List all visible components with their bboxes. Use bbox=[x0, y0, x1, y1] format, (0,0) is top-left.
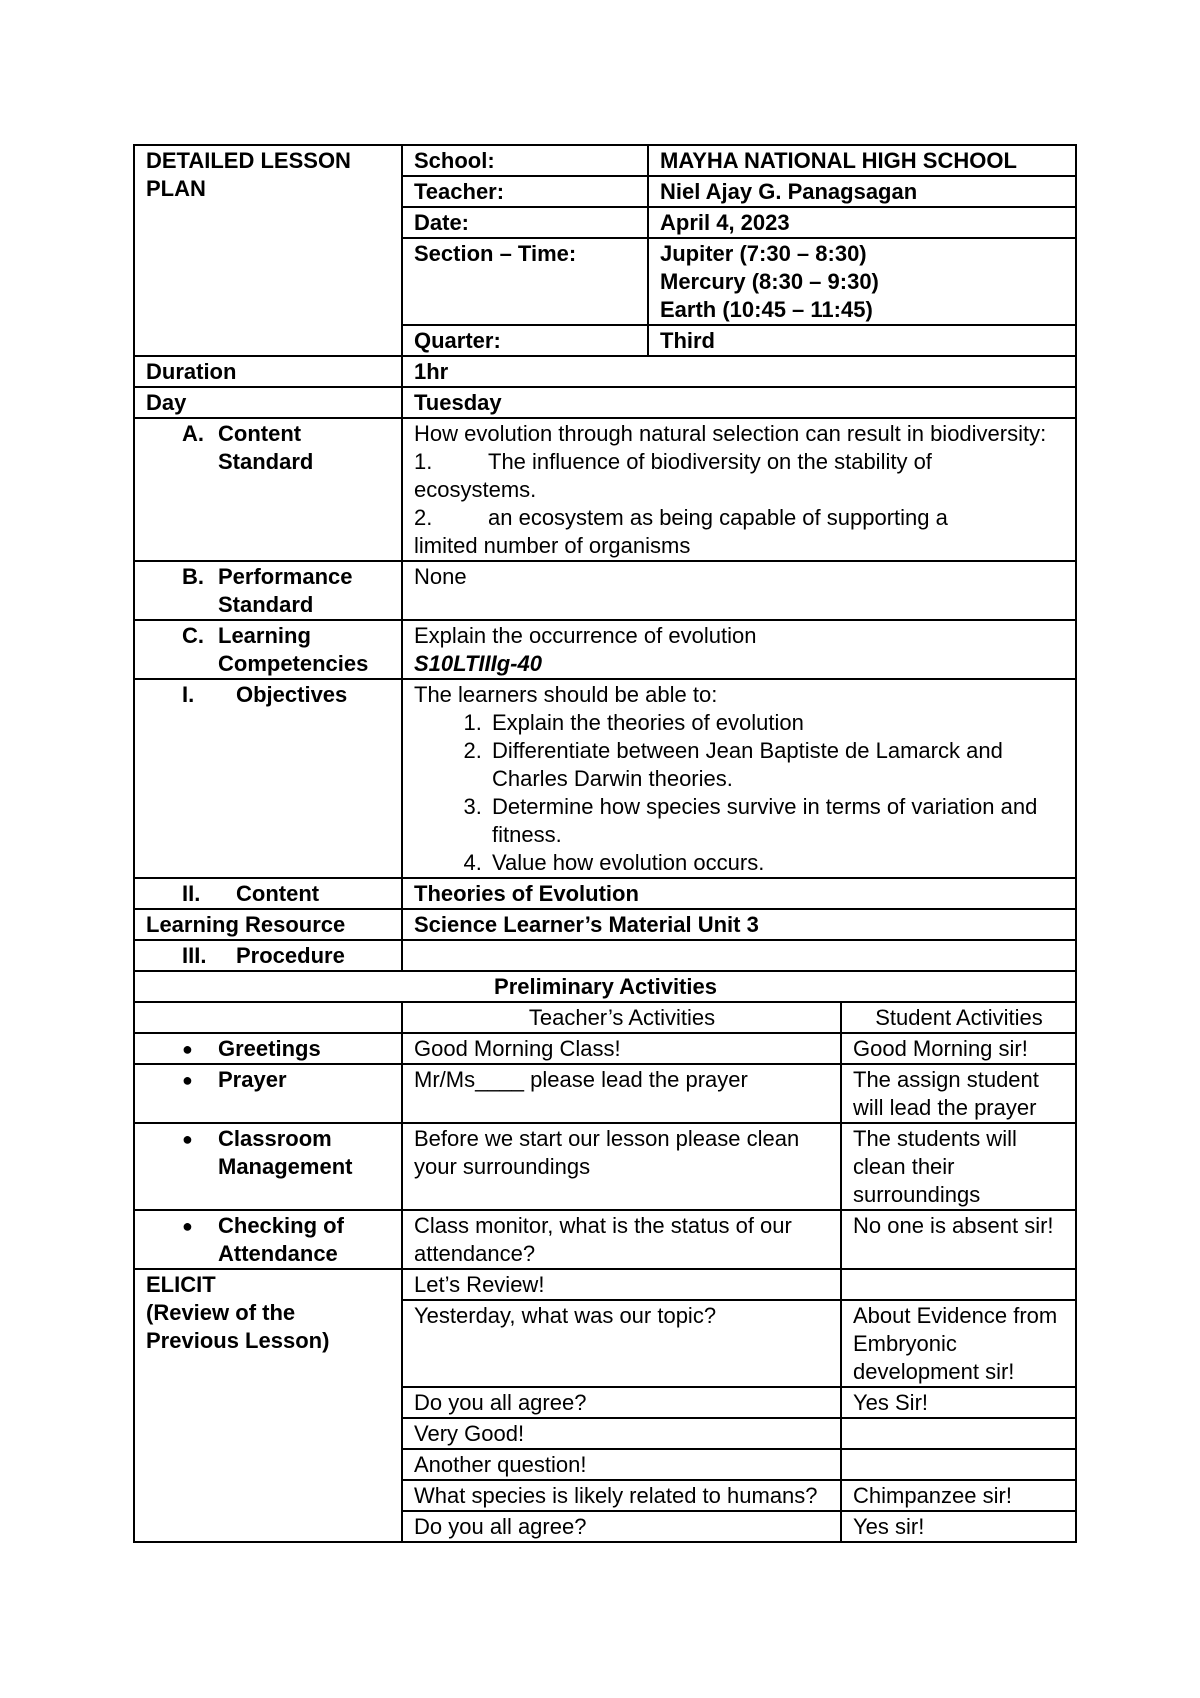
objectives-list bbox=[414, 709, 1065, 877]
bullet-icon: ● bbox=[182, 1129, 193, 1149]
date-label: Date: bbox=[402, 207, 648, 238]
list-item: 1. Explain the theories of evolution bbox=[488, 709, 1065, 737]
elicit-label: ELICIT (Review of the Previous Lesson) bbox=[134, 1269, 402, 1542]
greetings-student: Good Morning sir! bbox=[841, 1033, 1076, 1064]
elicit-teacher: Let’s Review! bbox=[402, 1269, 841, 1300]
procedure-value bbox=[402, 940, 1076, 971]
lesson-plan-document bbox=[133, 144, 1075, 1543]
elicit-student bbox=[841, 1449, 1076, 1480]
list-item: 4. Value how evolution occurs. bbox=[488, 849, 1065, 877]
day-value: Tuesday bbox=[402, 387, 1076, 418]
content-standard-value: How evolution through natural selection can result in biodiversity: 1. The influence of biodiversity on the stability of ecosystems. 2. an ecosystem as being capable of supporting a limited number of organisms bbox=[402, 418, 1076, 561]
teacher-value: Niel Ajay G. Panagsagan bbox=[648, 176, 1076, 207]
section-time-label: Section – Time: bbox=[402, 238, 648, 325]
greetings-label: ● Greetings bbox=[134, 1033, 402, 1064]
learning-resource-value: Science Learner’s Material Unit 3 bbox=[402, 909, 1076, 940]
table-row bbox=[134, 1033, 1076, 1064]
competency-code: S10LTIIIg-40 bbox=[414, 651, 542, 676]
elicit-teacher: Yesterday, what was our topic? bbox=[402, 1300, 841, 1387]
bullet-icon: ● bbox=[182, 1039, 193, 1059]
preliminary-activities-title: Preliminary Activities bbox=[134, 971, 1076, 1002]
checking-attendance-label: ● Checking of Attendance bbox=[134, 1210, 402, 1269]
day-label: Day bbox=[134, 387, 402, 418]
elicit-teacher: Do you all agree? bbox=[402, 1511, 841, 1542]
duration-label: Duration bbox=[134, 356, 402, 387]
elicit-student: Yes Sir! bbox=[841, 1387, 1076, 1418]
document-title: DETAILED LESSON PLAN bbox=[134, 145, 402, 356]
procedure-label: III. Procedure bbox=[134, 940, 402, 971]
content-label: II. Content bbox=[134, 878, 402, 909]
prayer-student: The assign student will lead the prayer bbox=[841, 1064, 1076, 1123]
bullet-icon: ● bbox=[182, 1070, 193, 1090]
teacher-label: Teacher: bbox=[402, 176, 648, 207]
learning-competencies-label: C. Learning Competencies bbox=[134, 620, 402, 679]
learning-competencies-value: Explain the occurrence of evolution S10LTIIIg-40 bbox=[402, 620, 1076, 679]
classroom-management-label: ● Classroom Management bbox=[134, 1123, 402, 1210]
prayer-label: ● Prayer bbox=[134, 1064, 402, 1123]
student-activities-header: Student Activities bbox=[841, 1002, 1076, 1033]
table-row bbox=[134, 1210, 1076, 1269]
quarter-label: Quarter: bbox=[402, 325, 648, 356]
date-value: April 4, 2023 bbox=[648, 207, 1076, 238]
table-row bbox=[134, 1269, 1076, 1300]
classroom-management-teacher: Before we start our lesson please clean your surroundings bbox=[402, 1123, 841, 1210]
elicit-student: Chimpanzee sir! bbox=[841, 1480, 1076, 1511]
bullet-icon: ● bbox=[182, 1216, 193, 1236]
checking-attendance-teacher: Class monitor, what is the status of our attendance? bbox=[402, 1210, 841, 1269]
elicit-teacher: Very Good! bbox=[402, 1418, 841, 1449]
quarter-value: Third bbox=[648, 325, 1076, 356]
greetings-teacher: Good Morning Class! bbox=[402, 1033, 841, 1064]
elicit-teacher: Do you all agree? bbox=[402, 1387, 841, 1418]
content-value: Theories of Evolution bbox=[402, 878, 1076, 909]
content-standard-label: A. Content Standard bbox=[134, 418, 402, 561]
teacher-activities-header: Teacher’s Activities bbox=[402, 1002, 841, 1033]
classroom-management-student: The students will clean their surroundings bbox=[841, 1123, 1076, 1210]
objectives-label: I. Objectives bbox=[134, 679, 402, 878]
learning-resource-label: Learning Resource bbox=[134, 909, 402, 940]
list-item: 2. Differentiate between Jean Baptiste de Lamarck and Charles Darwin theories. bbox=[488, 737, 1065, 793]
activities-header-empty bbox=[134, 1002, 402, 1033]
performance-standard-value: None bbox=[402, 561, 1076, 620]
elicit-student: About Evidence from Embryonic development sir! bbox=[841, 1300, 1076, 1387]
table-row bbox=[134, 1123, 1076, 1210]
school-label: School: bbox=[402, 145, 648, 176]
objectives-value: The learners should be able to: 1. Explain the theories of evolution 2. Differentiate between Jean Baptiste de Lamarck and Charles Darwin theories. 3. Determine how species survive in terms of variation and fitness. 4. Value how evolution occurs. bbox=[402, 679, 1076, 878]
elicit-student bbox=[841, 1269, 1076, 1300]
elicit-student bbox=[841, 1418, 1076, 1449]
table-row bbox=[134, 1064, 1076, 1123]
section-time-values: Jupiter (7:30 – 8:30) Mercury (8:30 – 9:30) Earth (10:45 – 11:45) bbox=[648, 238, 1076, 325]
checking-attendance-student: No one is absent sir! bbox=[841, 1210, 1076, 1269]
school-value: MAYHA NATIONAL HIGH SCHOOL bbox=[648, 145, 1076, 176]
lesson-plan-table bbox=[133, 144, 1077, 1543]
elicit-teacher: What species is likely related to humans? bbox=[402, 1480, 841, 1511]
elicit-student: Yes sir! bbox=[841, 1511, 1076, 1542]
duration-value: 1hr bbox=[402, 356, 1076, 387]
elicit-teacher: Another question! bbox=[402, 1449, 841, 1480]
performance-standard-label: B. Performance Standard bbox=[134, 561, 402, 620]
list-item: 3. Determine how species survive in terms of variation and fitness. bbox=[488, 793, 1065, 849]
prayer-teacher: Mr/Ms____ please lead the prayer bbox=[402, 1064, 841, 1123]
